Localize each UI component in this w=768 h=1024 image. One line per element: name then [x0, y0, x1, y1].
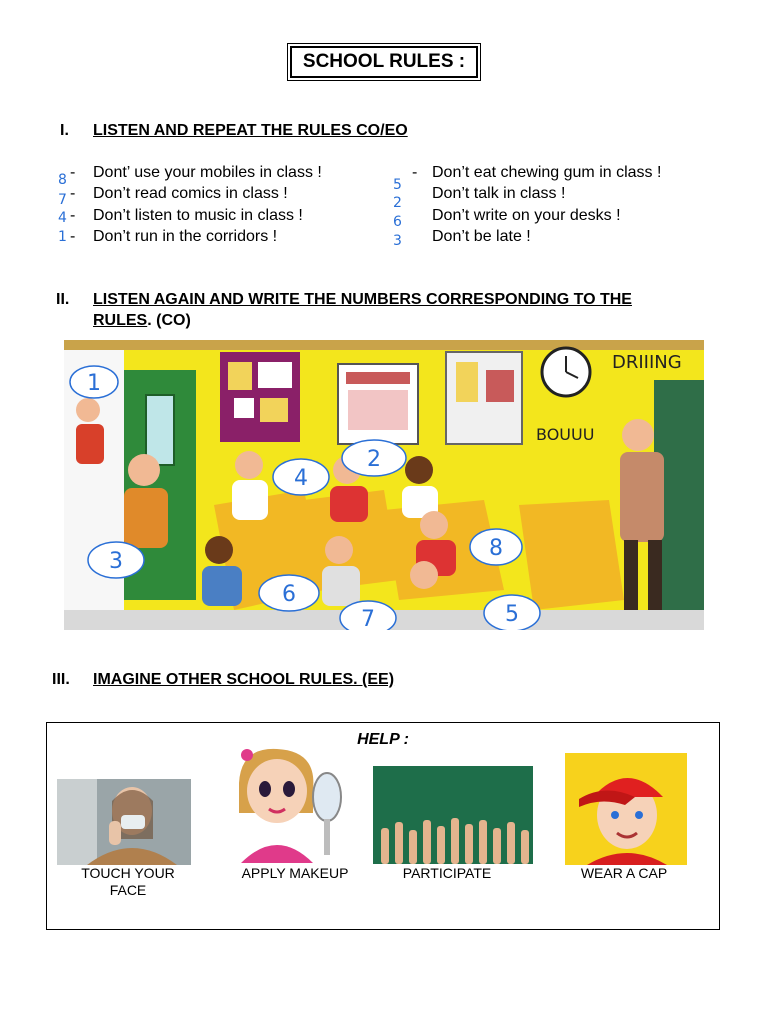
face-touch-photo-icon	[57, 779, 191, 865]
makeup-girl-icon	[221, 743, 343, 863]
rule-item: Dont’ use your mobiles in class !	[93, 164, 322, 181]
section-text: IMAGINE OTHER SCHOOL RULES. (EE)	[93, 671, 395, 688]
section-number: III.	[52, 671, 70, 688]
classroom-scene-icon	[64, 340, 704, 630]
rule-item: Don’t read comics in class !	[93, 185, 288, 202]
section-text: LISTEN AGAIN AND WRITE THE NUMBERS CORRESPONDING TO THE	[93, 291, 632, 308]
rule-item: Don’t run in the corridors !	[93, 228, 278, 245]
rule-dash: -	[70, 207, 76, 224]
section-number: II.	[56, 291, 70, 308]
raised-hands-icon	[373, 766, 533, 864]
section-1-heading	[60, 122, 660, 142]
handwritten-number: 2	[393, 195, 402, 211]
bubble-number-2: 2	[367, 447, 381, 472]
classroom-illustration	[64, 340, 704, 630]
rule-dash: -	[412, 164, 418, 181]
rules-right	[390, 162, 720, 254]
section-text-suffix: . (CO)	[147, 312, 191, 329]
rule-item: Don’t eat chewing gum in class !	[432, 164, 662, 181]
section-text: RULES	[93, 312, 148, 329]
bubble-number-3: 3	[109, 549, 123, 574]
page-title: SCHOOL RULES :	[290, 46, 478, 78]
rule-dash: -	[70, 228, 76, 245]
handwritten-number: 4	[58, 210, 67, 226]
section-text: LISTEN AND REPEAT THE RULES CO/EO	[93, 122, 408, 139]
help-title: HELP :	[357, 731, 409, 748]
help-box	[46, 722, 720, 930]
rule-dash: -	[70, 185, 76, 202]
handwritten-number: 1	[58, 229, 67, 245]
handwritten-number: 7	[58, 192, 67, 208]
section-number: I.	[60, 122, 69, 139]
help-caption: TOUCH YOUR FACE	[81, 865, 175, 898]
sound-text-boo: BOUUU	[536, 425, 595, 444]
rule-dash: -	[70, 164, 76, 181]
rules-left	[56, 162, 376, 252]
cap-boy-icon	[565, 753, 687, 865]
sound-text-ring: DRIIING	[612, 352, 682, 373]
handwritten-number: 6	[393, 214, 402, 230]
rule-item: Don’t talk in class !	[432, 185, 566, 202]
help-caption: APPLY MAKEUP	[241, 865, 349, 881]
bubble-number-5: 5	[505, 602, 519, 627]
bubble-number-6: 6	[282, 582, 296, 607]
section-3-heading	[52, 671, 652, 691]
bubble-number-7: 7	[361, 607, 375, 630]
help-caption: PARTICIPATE	[402, 865, 492, 881]
handwritten-number: 3	[393, 233, 402, 249]
handwritten-number: 5	[393, 177, 402, 193]
bubble-number-8: 8	[489, 536, 503, 561]
bubble-number-4: 4	[294, 466, 308, 491]
rule-item: Don’t be late !	[432, 228, 531, 245]
rule-item: Don’t listen to music in class !	[93, 207, 303, 224]
bubble-number-1: 1	[87, 371, 101, 396]
rule-item: Don’t write on your desks !	[432, 207, 621, 224]
help-caption: WEAR A CAP	[580, 865, 668, 881]
handwritten-number: 8	[58, 172, 67, 188]
section-2-heading	[56, 291, 736, 335]
